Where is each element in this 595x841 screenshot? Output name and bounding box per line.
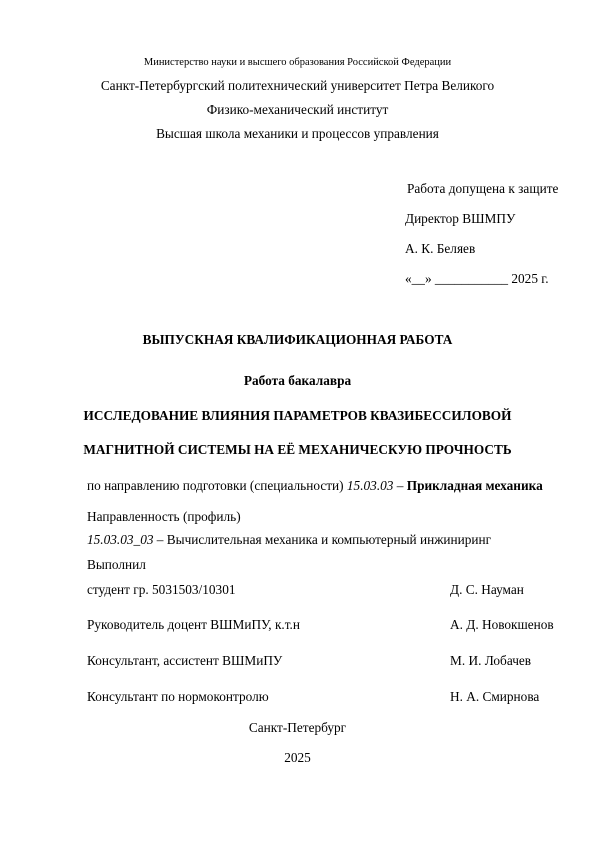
topic-line-2: МАГНИТНОЙ СИСТЕМЫ НА ЕЁ МЕХАНИЧЕСКУЮ ПРОЧНОСТЬ xyxy=(83,442,512,457)
director-position: Директор ВШМПУ xyxy=(405,211,516,226)
signature-row-normcontrol-role: Консультант по нормоконтролю xyxy=(87,689,269,704)
university-line: Санкт-Петербургский политехнический университет Петра Великого xyxy=(100,78,495,93)
approval-date-line: «__» ___________ 2025 г. xyxy=(405,271,549,286)
signature-row-student-role: студент гр. 5031503/10301 xyxy=(87,582,236,597)
work-type-heading: ВЫПУСКНАЯ КВАЛИФИКАЦИОННАЯ РАБОТА xyxy=(142,332,453,347)
direction-dash: – xyxy=(393,478,407,493)
admitted-to-defense: Работа допущена к защите xyxy=(407,181,559,196)
profile-label: Направленность (профиль) xyxy=(87,509,241,524)
profile-code: 15.03.03_03 xyxy=(87,532,154,547)
profile-line xyxy=(87,532,491,548)
ministry-line: Министерство науки и высшего образования Российской Федерации xyxy=(143,57,452,68)
profile-name: Вычислительная механика и компьютерный инжиниринг xyxy=(166,532,492,547)
profile-dash: – xyxy=(153,532,167,547)
performed-label: Выполнил xyxy=(87,557,146,572)
signature-row-normcontrol-name: Н. А. Смирнова xyxy=(450,689,540,704)
institute-line: Физико-механический институт xyxy=(206,102,389,117)
director-name: А. К. Беляев xyxy=(405,241,476,256)
school-line: Высшая школа механики и процессов управления xyxy=(156,126,439,141)
signature-row-student-name: Д. С. Науман xyxy=(450,582,524,597)
direction-prefix: по направлению подготовки (специальности) xyxy=(87,478,347,493)
direction-name: Прикладная механика xyxy=(406,478,543,493)
signature-row-consultant-role: Консультант, ассистент ВШМиПУ xyxy=(87,653,283,668)
signature-row-consultant-name: М. И. Лобачев xyxy=(450,653,532,668)
topic-line-1: ИССЛЕДОВАНИЕ ВЛИЯНИЯ ПАРАМЕТРОВ КВАЗИБЕССИЛОВОЙ xyxy=(83,408,512,423)
signature-row-supervisor-name: А. Д. Новокшенов xyxy=(450,617,554,632)
work-subtype: Работа бакалавра xyxy=(243,373,352,388)
footer-city: Санкт-Петербург xyxy=(248,720,347,735)
direction-code: 15.03.03 xyxy=(346,478,394,493)
direction-line xyxy=(87,478,543,494)
signature-row-supervisor-role: Руководитель доцент ВШМиПУ, к.т.н xyxy=(87,617,300,632)
footer-year: 2025 xyxy=(284,750,311,765)
